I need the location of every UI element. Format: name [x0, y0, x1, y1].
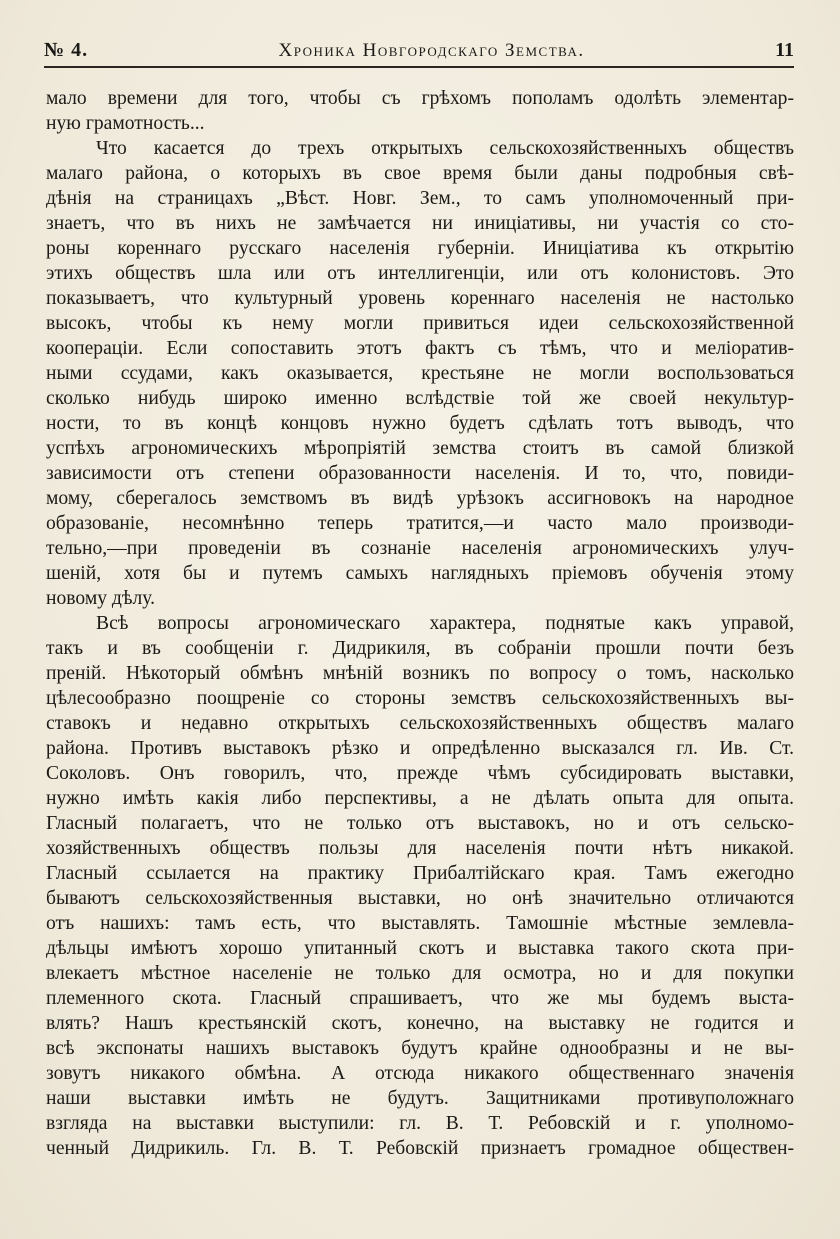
- text-line: успѣхъ агрономическихъ мѣропріятій земства стоитъ въ самой близкой: [46, 438, 794, 459]
- text-line: Всѣ вопросы агрономическаго характера, поднятые какъ управой,: [96, 613, 794, 634]
- text-line: этихъ обществъ шла или отъ интеллигенціи, или отъ колонистовъ. Это: [46, 263, 794, 284]
- text-line: шеній, хотя бы и путемъ самыхъ наглядныхъ пріемовъ обученія этому: [46, 563, 794, 584]
- text-line: тельно,—при проведеніи въ сознаніе населенія агрономическихъ улуч-: [46, 538, 794, 559]
- text-line: племенного скота. Гласный спрашиваетъ, что же мы будемъ выста-: [46, 988, 794, 1009]
- text-line: ставокъ и недавно открытыхъ сельскохозяйственныхъ обществъ малаго: [46, 713, 794, 734]
- text-line: дѣльцы имѣютъ хорошо упитанный скотъ и выставка такого скота при-: [46, 938, 794, 959]
- running-header: [44, 28, 794, 68]
- article-body: [46, 86, 794, 1161]
- text-line: роны кореннаго русскаго населенія губерніи. Иниціатива къ открытію: [46, 238, 794, 259]
- text-line: нужно имѣть какія либо перспективы, а не дѣлать опыта для опыта.: [46, 788, 794, 809]
- text-line: цѣлесообразно поощреніе со стороны земствъ сельскохозяйственныхъ вы-: [46, 688, 794, 709]
- issue-number: № 4.: [44, 39, 89, 61]
- text-line: Гласный ссылается на практику Прибалтійскаго края. Тамъ ежегодно: [46, 863, 794, 884]
- text-line: ности, то въ концѣ концовъ нужно будетъ сдѣлать тотъ выводъ, что: [46, 413, 794, 434]
- text-line: бываютъ сельскохозяйственныя выставки, но онѣ значительно отличаются: [46, 888, 794, 909]
- text-line: ченный Дидрикиль. Гл. В. Т. Ребовскій признаетъ громадное обществен-: [46, 1138, 794, 1159]
- text-line: Гласный полагаетъ, что не только отъ выставокъ, но и отъ сельско-: [46, 813, 794, 834]
- text-line: Соколовъ. Онъ говорилъ, что, прежде чѣмъ субсидировать выставки,: [46, 763, 794, 784]
- text-line: сколько нибудь широко именно вслѣдствіе той же своей некультур-: [46, 388, 794, 409]
- text-line: мому, сберегалось земствомъ въ видѣ урѣзокъ ассигновокъ на народное: [46, 488, 794, 509]
- text-line: отъ нашихъ: тамъ есть, что выставлять. Тамошніе мѣстные землевла-: [46, 913, 794, 934]
- text-line: коопераціи. Если сопоставить этотъ фактъ съ тѣмъ, что и меліоратив-: [46, 338, 794, 359]
- journal-title: Хроника Новгородскаго Земства.: [278, 40, 585, 61]
- text-line: хозяйственныхъ обществъ пользы для населенія почти нѣтъ никакой.: [46, 838, 794, 859]
- text-line: образованіе, несомнѣнно теперь тратится,—и часто мало производи-: [46, 513, 794, 534]
- text-line: ными ссудами, какъ оказывается, крестьяне не могли воспользоваться: [46, 363, 794, 384]
- text-line: Что касается до трехъ открытыхъ сельскохозяйственныхъ обществъ: [96, 138, 794, 159]
- text-line: ную грамотность...: [46, 113, 205, 134]
- text-line: новому дѣлу.: [46, 588, 156, 609]
- text-line: показываетъ, что культурный уровень кореннаго населенія не настолько: [46, 288, 794, 309]
- text-line: высокъ, чтобы къ нему могли привиться идеи сельскохозяйственной: [46, 313, 794, 334]
- text-line: преній. Нѣкоторый обмѣнъ мнѣній возникъ по вопросу о томъ, насколько: [46, 663, 794, 684]
- text-line: малаго района, о которыхъ въ свое время были даны подробныя свѣ-: [46, 163, 794, 184]
- text-line: всѣ экспонаты нашихъ выставокъ будутъ крайне однообразны и не вы-: [46, 1038, 794, 1059]
- text-line: зависимости отъ степени образованности населенія. И то, что, повиди-: [46, 463, 794, 484]
- text-line: такъ и въ сообщеніи г. Дидрикиля, въ собраніи прошли почти безъ: [46, 638, 794, 659]
- text-line: влять? Нашъ крестьянскій скотъ, конечно, на выставку не годится и: [46, 1013, 794, 1034]
- text-line: знаетъ, что въ нихъ не замѣчается ни иниціативы, ни участія со сто-: [46, 213, 794, 234]
- text-line: взгляда на выставки выступили: гл. В. Т. Ребовскій и г. уполномо-: [46, 1113, 794, 1134]
- text-line: района. Противъ выставокъ рѣзко и опредѣленно высказался гл. Ив. Ст.: [46, 738, 794, 759]
- text-line: наши выставки имѣть не будутъ. Защитниками противуположнаго: [46, 1088, 794, 1109]
- text-line: дѣнія на страницахъ „Вѣст. Новг. Зем., то самъ уполномоченный при-: [46, 188, 794, 209]
- text-line: мало времени для того, чтобы съ грѣхомъ пополамъ одолѣть элементар-: [46, 88, 794, 109]
- text-line: влекаетъ мѣстное населеніе не только для осмотра, но и для покупки: [46, 963, 794, 984]
- page-number: 11: [775, 39, 794, 61]
- text-line: зовутъ никакого обмѣна. А отсюда никакого общественнаго значенія: [46, 1063, 794, 1084]
